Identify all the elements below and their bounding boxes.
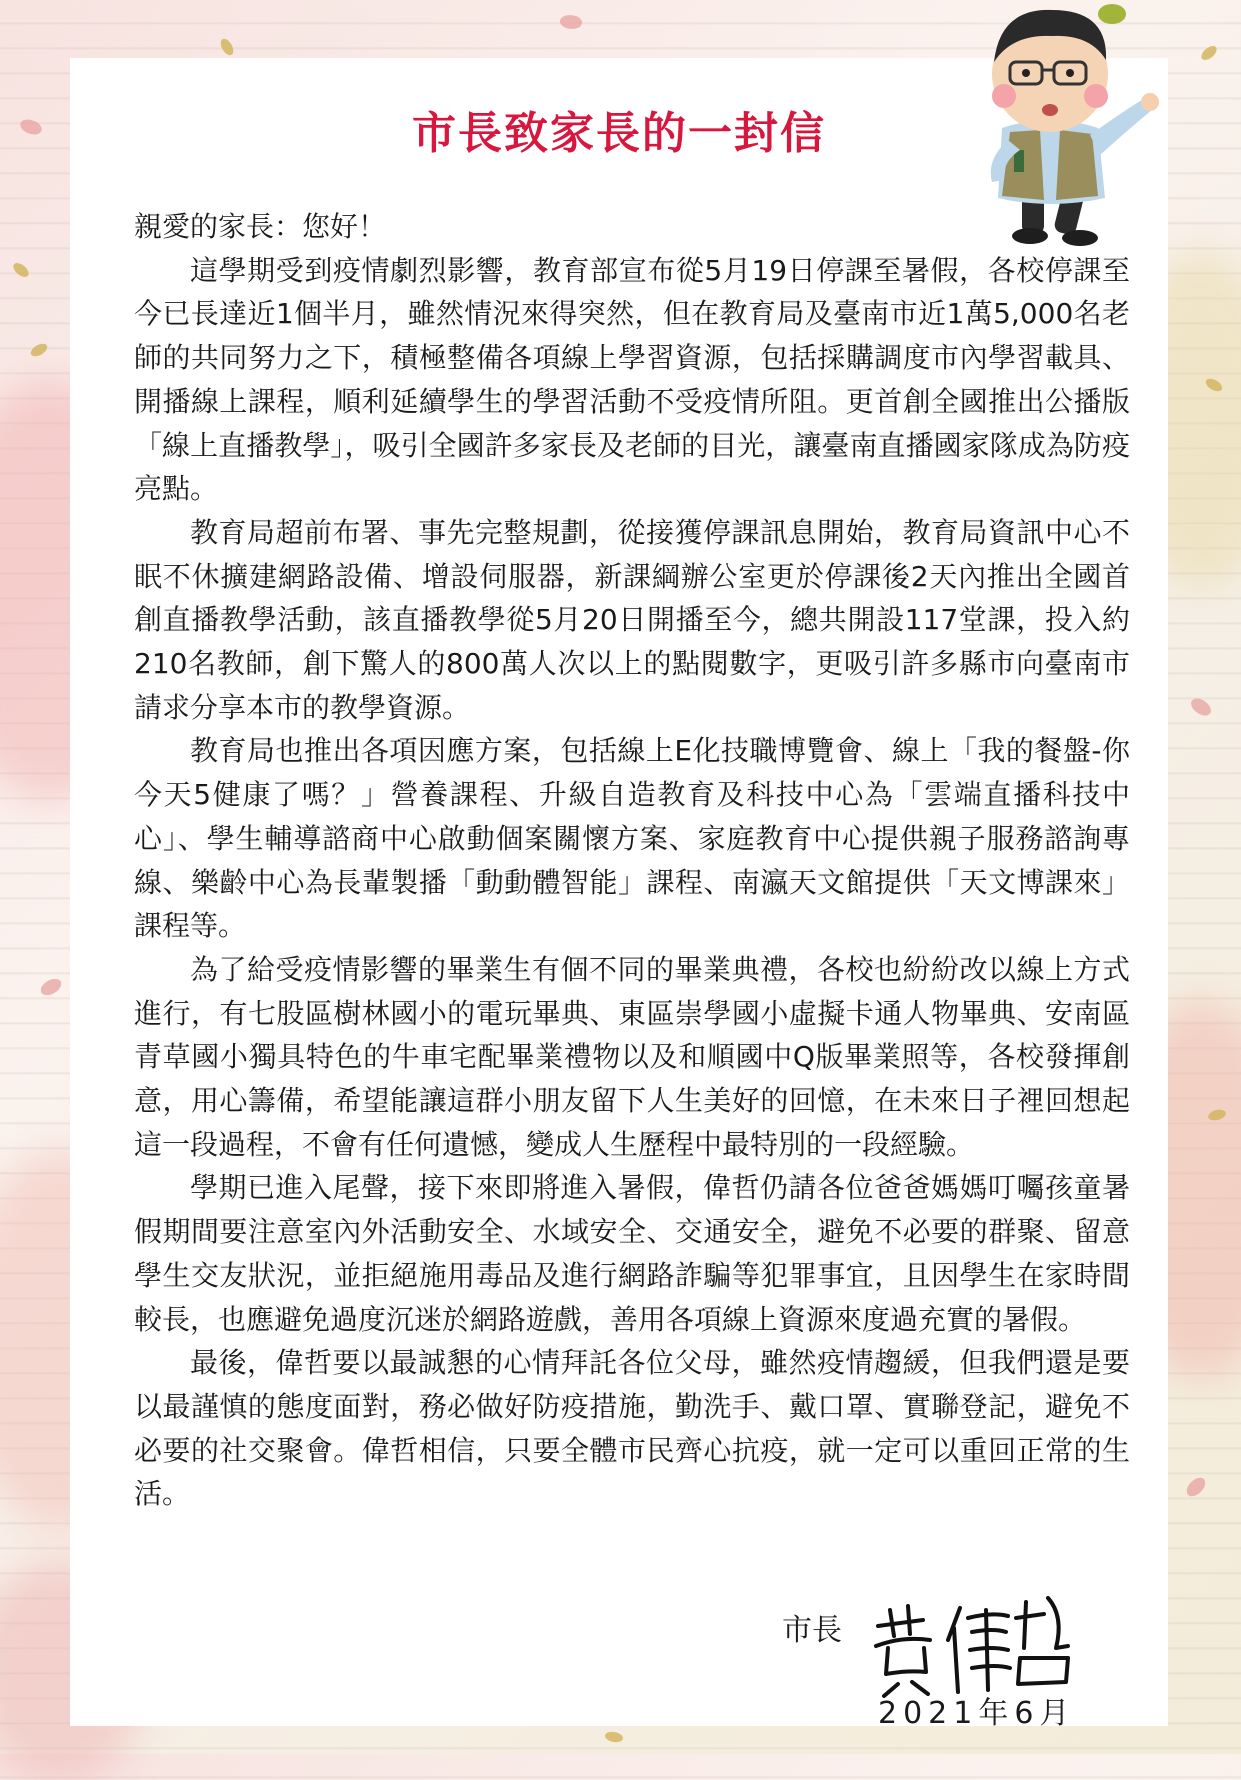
petal-icon — [559, 12, 584, 31]
paragraph: 學期已進入尾聲，接下來即將進入暑假，偉哲仍請各位爸爸媽媽叮囑孩童暑假期間要注意室內外活動安全、水域安全、交通安全，避免不必要的群聚、留意學生交友狀況，並拒絕施用毒品及進行網路詐騙等犯罪事宜，且因學生在家時間較長，也應避免過度沉迷於網路遊戲，善用各項線上資源來度過充實的暑假。 — [134, 1171, 1130, 1336]
leaf-icon — [218, 37, 236, 58]
leaf-icon — [1199, 43, 1219, 62]
paragraph: 教育局也推出各項因應方案，包括線上E化技職博覽會、線上「我的餐盤-你今天5健康了嗎？」營養課程、升級自造教育及科技中心為「雲端直播科技中心」、學生輔導諮商中心啟動個案關懷方案、家庭教育中心提供親子服務諮詢專線、樂齡中心為長輩製播「動動體智能」課程、南瀛天文館提供「天文博課來」課程等。 — [134, 734, 1130, 943]
handwritten-signature-icon — [868, 1588, 1078, 1698]
petal-icon — [1188, 694, 1213, 719]
letter-body — [134, 205, 1130, 1516]
paragraph: 這學期受到疫情劇烈影響，教育部宣布從5月19日停課至暑假，各校停課至今已長達近1個半月，雖然情況來得突然，但在教育局及臺南市近1萬5,000名老師的共同努力之下，積極整備各項線上學習資源，包括採購調度市內學習載具、開播線上課程，順利延續學生的學習活動不受疫情所阻。更首創全國推出公播版「線上直播教學」，吸引全國許多家長及老師的目光，讓臺南直播國家隊成為防疫亮點。 — [134, 253, 1130, 506]
leaf-icon — [11, 260, 31, 279]
leaf-icon — [604, 1731, 623, 1744]
letter-date: 2021年6月 — [878, 1696, 1076, 1731]
leaf-icon — [29, 341, 50, 359]
paragraph: 教育局超前布署、事先完整規劃，從接獲停課訊息開始，教育局資訊中心不眠不休擴建網路設備、增設伺服器，新課綱辦公室更於停課後2天內推出全國首創直播教學活動，該直播教學從5月20日開播至今，總共開設117堂課，投入約210名教師，創下驚人的800萬人次以上的點閱數字，更吸引許多縣市向臺南市請求分享本市的教學資源。 — [134, 515, 1130, 724]
letter-title: 市長致家長的一封信 — [412, 108, 826, 159]
greeting: 親愛的家長：您好！ — [134, 210, 387, 243]
sign-label: 市長 — [782, 1613, 842, 1648]
petal-icon — [38, 977, 63, 998]
paragraph: 最後，偉哲要以最誠懇的心情拜託各位父母，雖然疫情趨緩，但我們還是要以最謹慎的態度面對，務必做好防疫措施，勤洗手、戴口罩、實聯登記，避免不必要的社交聚會。偉哲相信，只要全體市民齊心抗疫，就一定可以重回正常的生活。 — [134, 1346, 1130, 1511]
petal-icon — [18, 115, 44, 138]
petal-icon — [1183, 1475, 1209, 1499]
paragraph: 為了給受疫情影響的畢業生有個不同的畢業典禮，各校也紛紛改以線上方式進行，有七股區樹林國小的電玩畢典、東區崇學國小虛擬卡通人物畢典、安南區青草國小獨具特色的牛車宅配畢業禮物以及和順國中Q版畢業照等，各校發揮創意，用心籌備，希望能讓這群小朋友留下人生美好的回憶，在未來日子裡回想起這一段過程，不會有任何遺憾，變成人生歷程中最特別的一段經驗。 — [134, 952, 1130, 1161]
